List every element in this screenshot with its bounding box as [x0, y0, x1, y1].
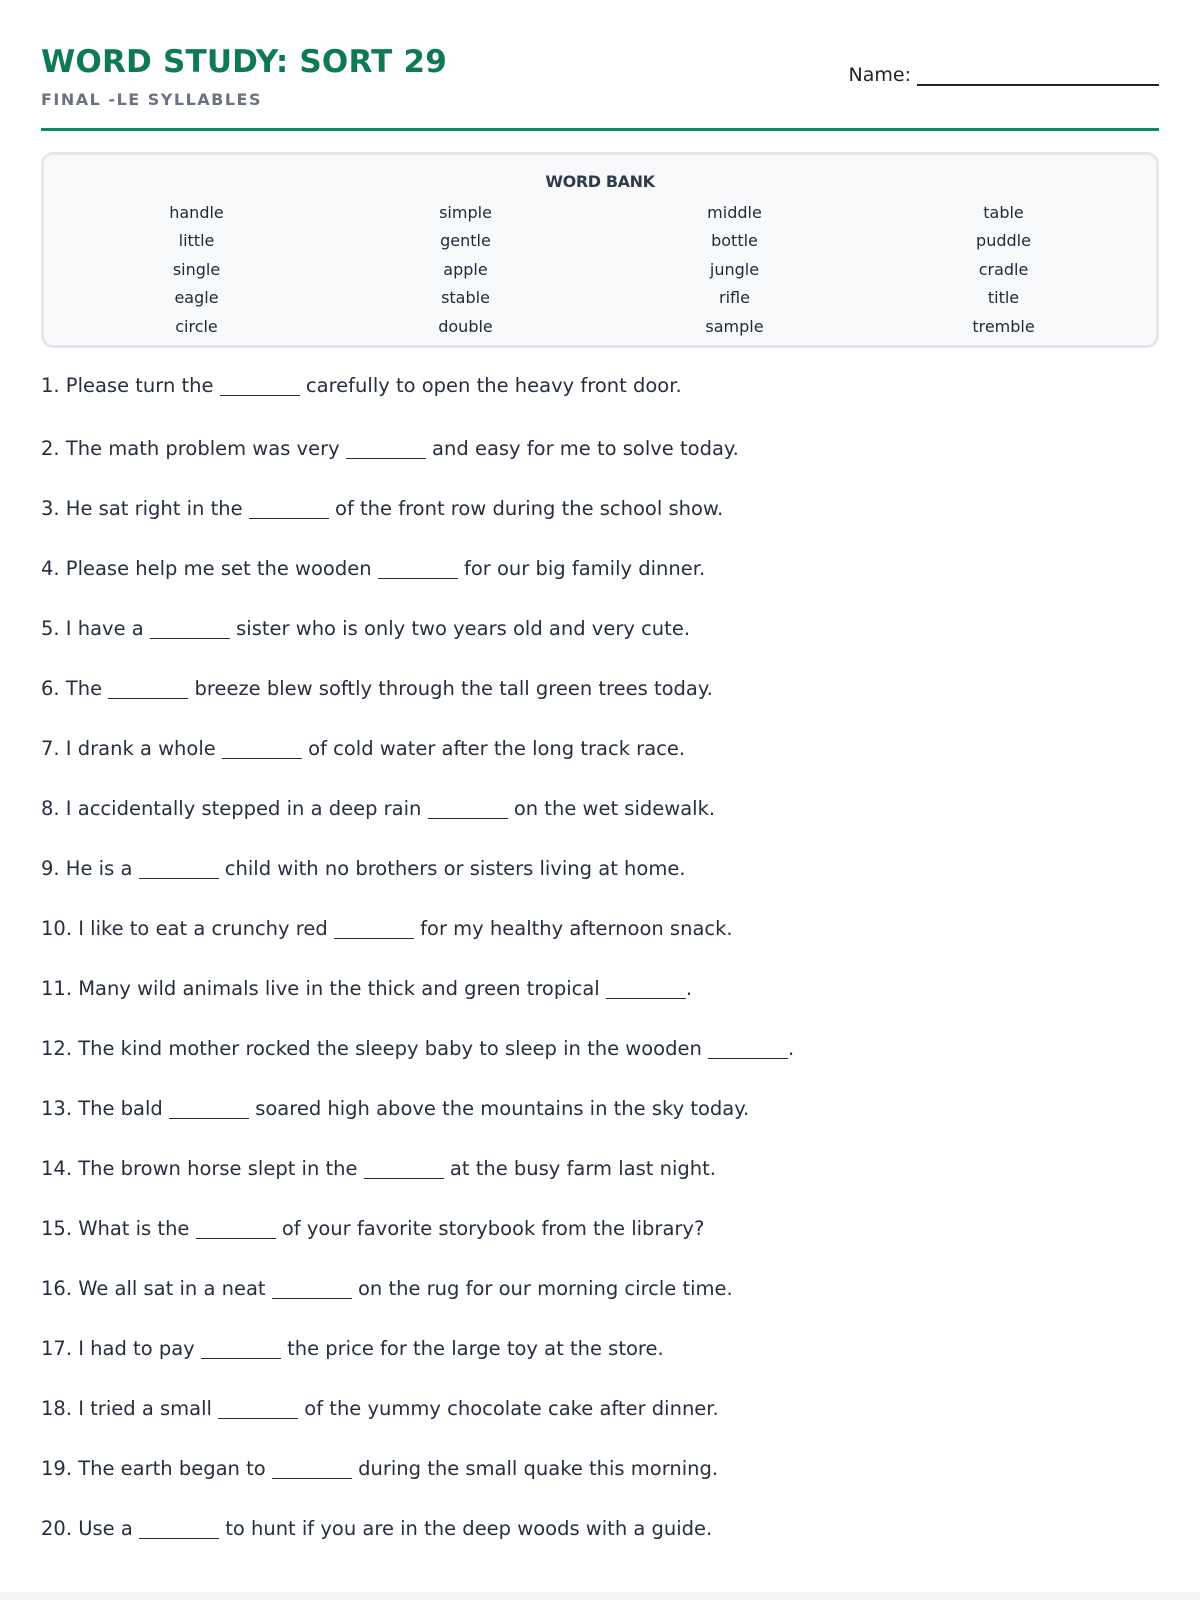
question-item	[41, 839, 1159, 899]
word-bank-word: little	[178, 231, 215, 251]
question-item	[41, 899, 1159, 959]
question-item	[41, 360, 1159, 419]
answer-blank[interactable]	[334, 919, 414, 939]
question-text-after: during the small quake this morning.	[351, 1457, 719, 1480]
question-item	[41, 1319, 1159, 1379]
question-text-after: of cold water after the long track race.	[301, 737, 686, 760]
question-text-before: 20. Use a	[41, 1517, 139, 1540]
question-text-before: 7. I drank a whole	[41, 737, 222, 760]
word-bank-word: rifle	[719, 288, 750, 308]
question-text-after: .	[788, 1037, 795, 1060]
question-item	[41, 1379, 1159, 1439]
question-text-after: on the wet sidewalk.	[507, 797, 716, 820]
question-text-after: .	[685, 977, 693, 1000]
word-bank-word: circle	[175, 316, 218, 336]
word-bank-title: WORD BANK	[545, 172, 655, 191]
question-text-before: 12. The kind mother rocked the sleepy baby to sleep in the wooden	[41, 1037, 709, 1060]
question-text-before: 1. Please turn the	[41, 374, 220, 397]
answer-blank[interactable]	[378, 559, 458, 579]
answer-blank[interactable]	[150, 619, 230, 639]
word-bank-word: middle	[707, 202, 762, 222]
question-item	[41, 659, 1159, 719]
question-text-after: of the yummy chocolate cake after dinner.	[298, 1397, 719, 1420]
word-bank-word: handle	[169, 202, 224, 222]
question-text-after: for our big family dinner.	[457, 557, 706, 580]
question-item	[41, 1499, 1159, 1559]
question-text-before: 18. I tried a small	[41, 1397, 219, 1420]
question-text-after: the price for the large toy at the store.	[280, 1337, 664, 1360]
word-bank-word: apple	[443, 259, 488, 279]
word-bank-word: tremble	[972, 316, 1035, 336]
question-text-before: 16. We all sat in a neat	[41, 1277, 272, 1300]
word-bank-word: puddle	[976, 231, 1031, 251]
question-item	[41, 1259, 1159, 1319]
question-text-before: 11. Many wild animals live in the thick and green tropical	[41, 977, 606, 1000]
question-text-before: 15. What is the	[41, 1217, 196, 1240]
question-text-after: for my healthy afternoon snack.	[413, 917, 733, 940]
question-text-before: 9. He is a	[41, 857, 139, 880]
question-text-after: child with no brothers or sisters living at home.	[218, 857, 686, 880]
word-bank-word: sample	[705, 316, 764, 336]
question-text-before: 2. The math problem was very	[41, 437, 346, 460]
answer-blank[interactable]	[272, 1459, 352, 1479]
question-text-before: 8. I accidentally stepped in a deep rain	[41, 797, 428, 820]
name-label: Name:	[848, 64, 911, 86]
question-item	[41, 1439, 1159, 1499]
question-text-before: 14. The brown horse slept in the	[41, 1157, 364, 1180]
question-text-after: soared high above the mountains in the sky today.	[249, 1097, 750, 1120]
answer-blank[interactable]	[272, 1279, 352, 1299]
answer-blank[interactable]	[606, 979, 686, 999]
question-text-after: breeze blew softly through the tall green trees today.	[188, 677, 713, 700]
question-text-after: sister who is only two years old and very cute.	[229, 617, 691, 640]
question-item	[41, 779, 1159, 839]
answer-blank[interactable]	[428, 799, 508, 819]
question-text-after: to hunt if you are in the deep woods with a guide.	[219, 1517, 713, 1540]
word-bank-word: eagle	[174, 288, 219, 308]
question-item	[41, 1019, 1159, 1079]
question-text-before: 3. He sat right in the	[41, 497, 249, 520]
question-item	[41, 539, 1159, 599]
question-text-before: 6. The	[41, 677, 109, 700]
answer-blank[interactable]	[218, 1399, 298, 1419]
question-item	[41, 1199, 1159, 1259]
question-item	[41, 419, 1159, 479]
question-item	[41, 719, 1159, 779]
answer-blank[interactable]	[196, 1219, 276, 1239]
answer-blank[interactable]	[708, 1039, 788, 1059]
name-blank-line[interactable]	[917, 65, 1159, 86]
answer-blank[interactable]	[169, 1099, 249, 1119]
answer-blank[interactable]	[139, 859, 219, 879]
question-item	[41, 479, 1159, 539]
question-item	[41, 959, 1159, 1019]
answer-blank[interactable]	[201, 1339, 281, 1359]
worksheet-subtitle: FINAL -LE SYLLABLES	[41, 90, 262, 109]
worksheet-title: WORD STUDY: SORT 29	[41, 44, 448, 80]
question-text-after: at the busy farm last night.	[443, 1157, 716, 1180]
question-text-after: of your favorite storybook from the library?	[275, 1217, 705, 1240]
word-bank-word: cradle	[978, 259, 1029, 279]
word-bank-grid	[62, 198, 1138, 341]
question-item	[41, 599, 1159, 659]
answer-blank[interactable]	[108, 679, 188, 699]
word-bank-word: gentle	[440, 231, 491, 251]
question-text-after: on the rug for our morning circle time.	[351, 1277, 733, 1300]
word-bank-word: stable	[441, 288, 490, 308]
question-text-before: 4. Please help me set the wooden	[41, 557, 378, 580]
question-text-after: of the front row during the school show.	[328, 497, 724, 520]
word-bank-word: bottle	[711, 231, 758, 251]
answer-blank[interactable]	[222, 739, 302, 759]
question-text-after: carefully to open the heavy front door.	[299, 374, 682, 397]
question-item	[41, 1079, 1159, 1139]
question-text-before: 17. I had to pay	[41, 1337, 201, 1360]
answer-blank[interactable]	[249, 499, 329, 519]
word-bank	[41, 152, 1159, 348]
word-bank-word: jungle	[709, 259, 760, 279]
question-text-before: 13. The bald	[41, 1097, 169, 1120]
word-bank-word: single	[172, 259, 221, 279]
answer-blank[interactable]	[364, 1159, 444, 1179]
question-text-after: and easy for me to solve today.	[425, 437, 739, 460]
word-bank-word: table	[983, 202, 1024, 222]
word-bank-word: double	[438, 316, 493, 336]
word-bank-word: title	[987, 288, 1020, 308]
answer-blank[interactable]	[139, 1519, 219, 1539]
question-text-before: 19. The earth began to	[41, 1457, 272, 1480]
answer-blank[interactable]	[220, 376, 300, 396]
question-text-before: 10. I like to eat a crunchy red	[41, 917, 334, 940]
name-field	[849, 64, 1159, 86]
question-list	[41, 360, 1159, 1559]
question-item	[41, 1139, 1159, 1199]
word-bank-word: simple	[439, 202, 492, 222]
question-text-before: 5. I have a	[41, 617, 150, 640]
answer-blank[interactable]	[346, 439, 426, 459]
worksheet-header	[41, 40, 1159, 131]
